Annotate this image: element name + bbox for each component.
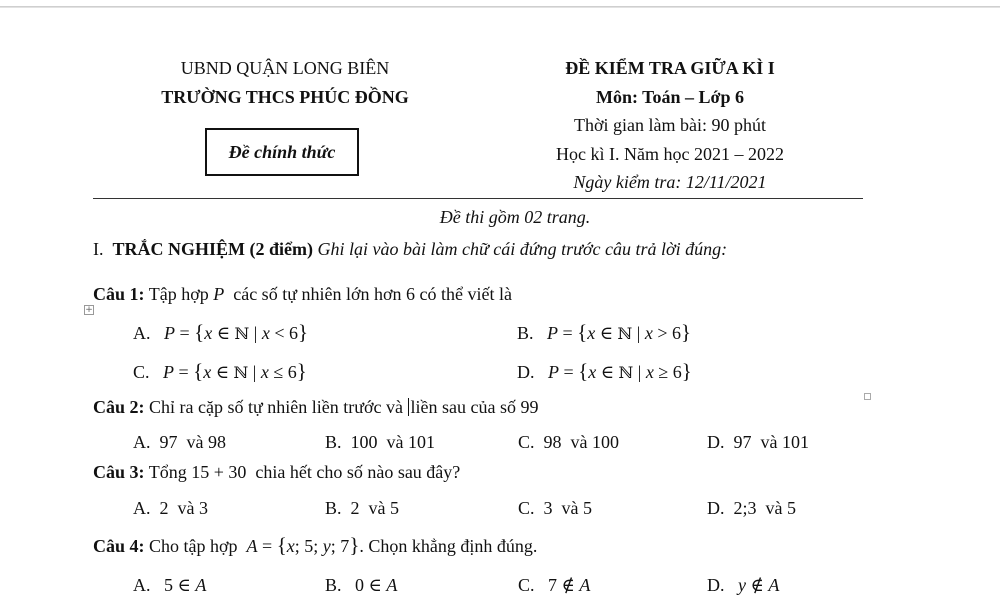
math-eq: = (559, 362, 579, 382)
math-eq: = (257, 536, 277, 556)
math-num: 6 (671, 323, 681, 343)
option-letter: A. (133, 498, 151, 518)
math-num: 7 (548, 575, 558, 595)
math-rel: ≥ (653, 362, 673, 382)
option-letter: B. (325, 498, 342, 518)
brace-open: { (577, 320, 588, 344)
brace-close: } (680, 320, 692, 344)
math-rel: ≤ (268, 362, 288, 382)
exam-subject: Môn: Toán – Lớp 6 (595, 87, 745, 107)
option-text: 2 và 5 (350, 498, 400, 518)
q4-option-d[interactable] (707, 575, 779, 596)
official-exam-box (205, 128, 359, 176)
set-name: A (768, 575, 780, 595)
section-instruction: Ghi lại vào bài làm chữ cái đứng trước câu trả lời đúng: (317, 239, 728, 259)
set-name: A (195, 575, 207, 595)
question-label: Câu 2: (93, 397, 145, 417)
question-4 (93, 533, 537, 558)
math-variable: P (213, 284, 225, 304)
math-var: x (645, 362, 654, 382)
q1-option-c[interactable] (133, 359, 307, 384)
question-2 (93, 397, 538, 418)
math-rel: ∈ (364, 575, 387, 595)
option-letter: C. (518, 498, 535, 518)
q1-option-a[interactable] (133, 320, 308, 345)
q3-option-a[interactable] (133, 498, 208, 519)
set-element: x (286, 536, 295, 556)
set-name: A (579, 575, 591, 595)
section-heading (93, 239, 727, 260)
q1-option-b[interactable] (517, 320, 691, 345)
math-num: 5 (164, 575, 173, 595)
set-name: A (246, 536, 258, 556)
math-in: ∈ (211, 362, 234, 382)
option-text: 98 và 100 (543, 432, 620, 452)
math-lhs: P (163, 362, 175, 382)
q3-option-d[interactable] (707, 498, 796, 519)
brace-open: { (578, 359, 589, 383)
option-letter: D. (707, 432, 725, 452)
naturals-symbol: ℕ (617, 324, 633, 343)
math-rel: ∉ (746, 575, 769, 595)
math-num: 0 (355, 575, 365, 595)
option-letter: B. (325, 432, 342, 452)
q3-option-b[interactable] (325, 498, 399, 519)
q2-option-a[interactable] (133, 432, 226, 453)
option-letter: C. (518, 575, 535, 595)
question-3 (93, 462, 460, 483)
option-text: 3 và 5 (543, 498, 593, 518)
option-letter: D. (707, 575, 725, 595)
q4-option-a[interactable] (133, 575, 206, 596)
option-text: 97 và 101 (733, 432, 809, 452)
math-in: ∈ (212, 323, 235, 343)
question-text: Cho tập hợp (149, 536, 238, 556)
authority-name: UBND QUẬN LONG BIÊN (180, 58, 390, 78)
math-rel: ∉ (557, 575, 580, 595)
set-element: ; 7 (330, 536, 350, 556)
math-rel: < (269, 323, 289, 343)
option-letter: C. (518, 432, 535, 452)
math-var: x (204, 323, 213, 343)
brace-open: { (194, 320, 205, 344)
math-var: x (588, 362, 597, 382)
option-text: 2;3 và 5 (733, 498, 796, 518)
math-var: x (260, 362, 269, 382)
math-bar: | (632, 323, 645, 343)
exam-title: ĐỀ KIỂM TRA GIỮA KÌ I (565, 58, 775, 78)
naturals-symbol: ℕ (234, 324, 250, 343)
question-text: Chỉ ra cặp số tự nhiên liền trước và (149, 397, 408, 417)
set-element: y (322, 536, 331, 556)
question-1 (93, 284, 512, 305)
section-number: I. (93, 239, 104, 259)
option-letter: D. (707, 498, 725, 518)
question-label: Câu 1: (93, 284, 145, 304)
option-letter: A. (133, 323, 151, 343)
math-var: x (261, 323, 270, 343)
math-eq: = (175, 323, 195, 343)
math-rel: > (652, 323, 672, 343)
q2-option-c[interactable] (518, 432, 619, 453)
question-text: . Chọn khẳng định đúng. (359, 536, 538, 556)
q4-option-b[interactable] (325, 575, 397, 596)
option-letter: A. (133, 575, 151, 595)
section-title: TRẮC NGHIỆM (2 điểm) (112, 239, 313, 259)
question-text: Tập hợp (148, 284, 209, 304)
question-text: các số tự nhiên lớn hơn 6 có thể viết là (233, 284, 512, 304)
math-lhs: P (548, 362, 559, 382)
exam-term: Học kì I. Năm học 2021 – 2022 (556, 144, 784, 164)
math-eq: = (174, 362, 194, 382)
brace-close: } (681, 359, 692, 383)
option-letter: B. (517, 323, 534, 343)
exam-date: Ngày kiểm tra: 12/11/2021 (573, 172, 767, 192)
brace-open: { (276, 533, 287, 557)
q4-option-c[interactable] (518, 575, 590, 596)
naturals-symbol: ℕ (233, 363, 249, 382)
q3-option-c[interactable] (518, 498, 592, 519)
brace-close: } (297, 320, 309, 344)
math-expression: 15 + 30 (191, 462, 247, 482)
math-lhs: P (164, 323, 175, 343)
header-divider (93, 198, 863, 199)
question-text: liền sau của số 99 (410, 397, 539, 417)
brace-close: } (296, 359, 307, 383)
option-text: 2 và 3 (159, 498, 208, 518)
exam-duration: Thời gian làm bài: 90 phút (574, 115, 766, 135)
math-var: x (587, 323, 596, 343)
set-element: ; 5; (294, 536, 323, 556)
math-eq: = (558, 323, 578, 343)
q2-option-d[interactable] (707, 432, 809, 453)
math-num: 6 (672, 362, 682, 382)
question-label: Câu 4: (93, 536, 145, 556)
naturals-symbol: ℕ (618, 363, 634, 382)
set-name: A (386, 575, 398, 595)
q2-option-b[interactable] (325, 432, 435, 453)
math-var: y (738, 575, 746, 595)
option-text: 97 và 98 (159, 432, 226, 452)
page-count-note: Đề thi gồm 02 trang. (439, 207, 591, 227)
option-letter: A. (133, 432, 151, 452)
option-text: 100 và 101 (350, 432, 436, 452)
math-var: x (644, 323, 653, 343)
official-label: Đề chính thức (228, 141, 336, 162)
option-letter: C. (133, 362, 150, 382)
brace-open: { (193, 359, 204, 383)
brace-close: } (349, 533, 360, 557)
math-in: ∈ (596, 362, 619, 382)
math-var: x (203, 362, 212, 382)
math-num: 6 (288, 323, 298, 343)
math-num: 6 (287, 362, 297, 382)
question-text: chia hết cho số nào sau đây? (255, 462, 461, 482)
math-lhs: P (547, 323, 559, 343)
paragraph-marker-icon (864, 393, 871, 400)
table-move-handle-icon[interactable]: + (85, 305, 93, 315)
q1-option-d[interactable] (517, 359, 692, 384)
math-rel: ∈ (173, 575, 196, 595)
math-bar: | (633, 362, 646, 382)
math-bar: | (249, 323, 262, 343)
question-text: Tổng (148, 462, 187, 482)
math-bar: | (248, 362, 261, 382)
school-name: TRƯỜNG THCS PHÚC ĐỒNG (161, 87, 409, 107)
option-letter: B. (325, 575, 342, 595)
math-in: ∈ (595, 323, 618, 343)
question-label: Câu 3: (93, 462, 145, 482)
option-letter: D. (517, 362, 535, 382)
